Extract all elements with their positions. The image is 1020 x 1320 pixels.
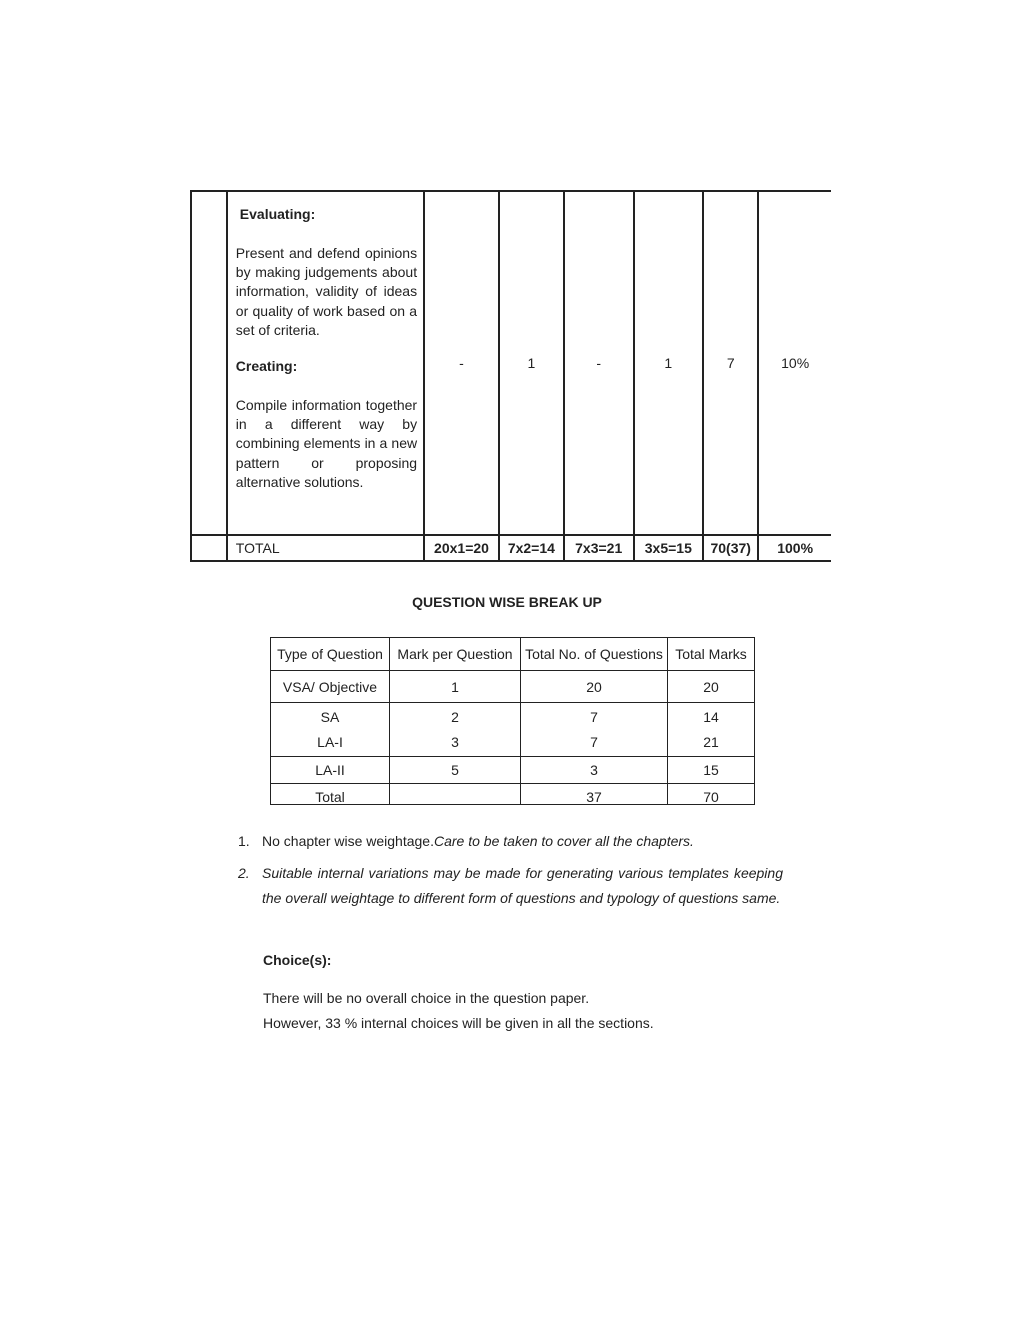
table-header-row [271, 638, 755, 671]
value-cell: 1 [499, 191, 564, 535]
total-marks-cell [668, 703, 755, 757]
evaluating-heading: Evaluating: [239, 206, 316, 222]
mark-per-question: 2 [451, 709, 459, 725]
total-value: 7x2=14 [499, 535, 564, 561]
table-row [271, 671, 755, 703]
choices-text [263, 986, 654, 1036]
value-cell: 1 [634, 191, 704, 535]
notes-list [238, 829, 783, 911]
total-percentage: 100% [758, 535, 831, 561]
creating-heading: Creating: [235, 358, 298, 375]
value-cell: - [564, 191, 634, 535]
choices-line: However, 33 % internal choices will be given in all the sections. [263, 1015, 654, 1031]
mark-per-question [390, 784, 521, 805]
total-value: 70(37) [703, 535, 758, 561]
total-marks: 15 [668, 757, 755, 784]
list-item [238, 829, 783, 854]
total-marks: 20 [668, 671, 755, 703]
column-header: Total Marks [668, 638, 755, 671]
question-type: SA [320, 709, 340, 725]
note-italic-text: Suitable internal variations may be made for generating various templates keeping the overall weightage to different form of questions and typology of questions same. [262, 865, 783, 906]
question-count: 37 [521, 784, 668, 805]
question-count: 7 [590, 709, 598, 725]
question-type: VSA/ Objective [271, 671, 390, 703]
total-value: 20x1=20 [424, 535, 499, 561]
value-cell: - [424, 191, 499, 535]
note-text [262, 829, 783, 854]
blank-cell [191, 191, 227, 535]
column-header: Total No. of Questions [521, 638, 668, 671]
question-count: 20 [521, 671, 668, 703]
question-count: 7 [590, 734, 598, 750]
question-type: LA-I [317, 734, 343, 750]
table-row [271, 757, 755, 784]
section-heading: QUESTION WISE BREAK UP [412, 594, 602, 610]
mark-per-question-cell [390, 703, 521, 757]
total-row [191, 535, 831, 561]
note-number: 2. [238, 865, 250, 881]
total-marks: 14 [703, 709, 719, 725]
mark-per-question: 1 [390, 671, 521, 703]
total-value: 7x3=21 [564, 535, 634, 561]
objective-description-cell [227, 191, 424, 535]
table-row [271, 703, 755, 757]
creating-description: Compile information together in a different way by combining elements in a new pattern or proposing alternative solutions. [235, 397, 418, 490]
evaluating-creating-row [191, 191, 831, 535]
column-header: Mark per Question [390, 638, 521, 671]
note-number: 1. [238, 833, 250, 849]
total-value: 3x5=15 [634, 535, 704, 561]
question-breakup-table [270, 637, 755, 805]
blank-cell [191, 535, 227, 561]
note-plain-text: No chapter wise weightage. [262, 833, 434, 849]
value-cell: 7 [703, 191, 758, 535]
question-count: 3 [521, 757, 668, 784]
question-type: LA-II [271, 757, 390, 784]
choices-heading: Choice(s): [263, 952, 332, 968]
total-marks: 70 [668, 784, 755, 805]
question-count-cell [521, 703, 668, 757]
list-item [238, 861, 783, 911]
blueprint-table [190, 190, 831, 562]
question-type-cell [271, 703, 390, 757]
total-label: TOTAL [227, 535, 424, 561]
mark-per-question: 5 [390, 757, 521, 784]
choices-line: There will be no overall choice in the question paper. [263, 990, 590, 1006]
mark-per-question: 3 [451, 734, 459, 750]
question-type: Total [271, 784, 390, 805]
table-total-row [271, 784, 755, 805]
total-marks: 21 [703, 734, 719, 750]
note-italic-text: Care to be taken to cover all the chapters. [434, 833, 694, 849]
column-header: Type of Question [271, 638, 390, 671]
evaluating-description: Present and defend opinions by making judgements about information, validity of ideas or quality of work based on a set of criteria. [235, 245, 418, 338]
percentage-cell: 10% [758, 191, 831, 535]
